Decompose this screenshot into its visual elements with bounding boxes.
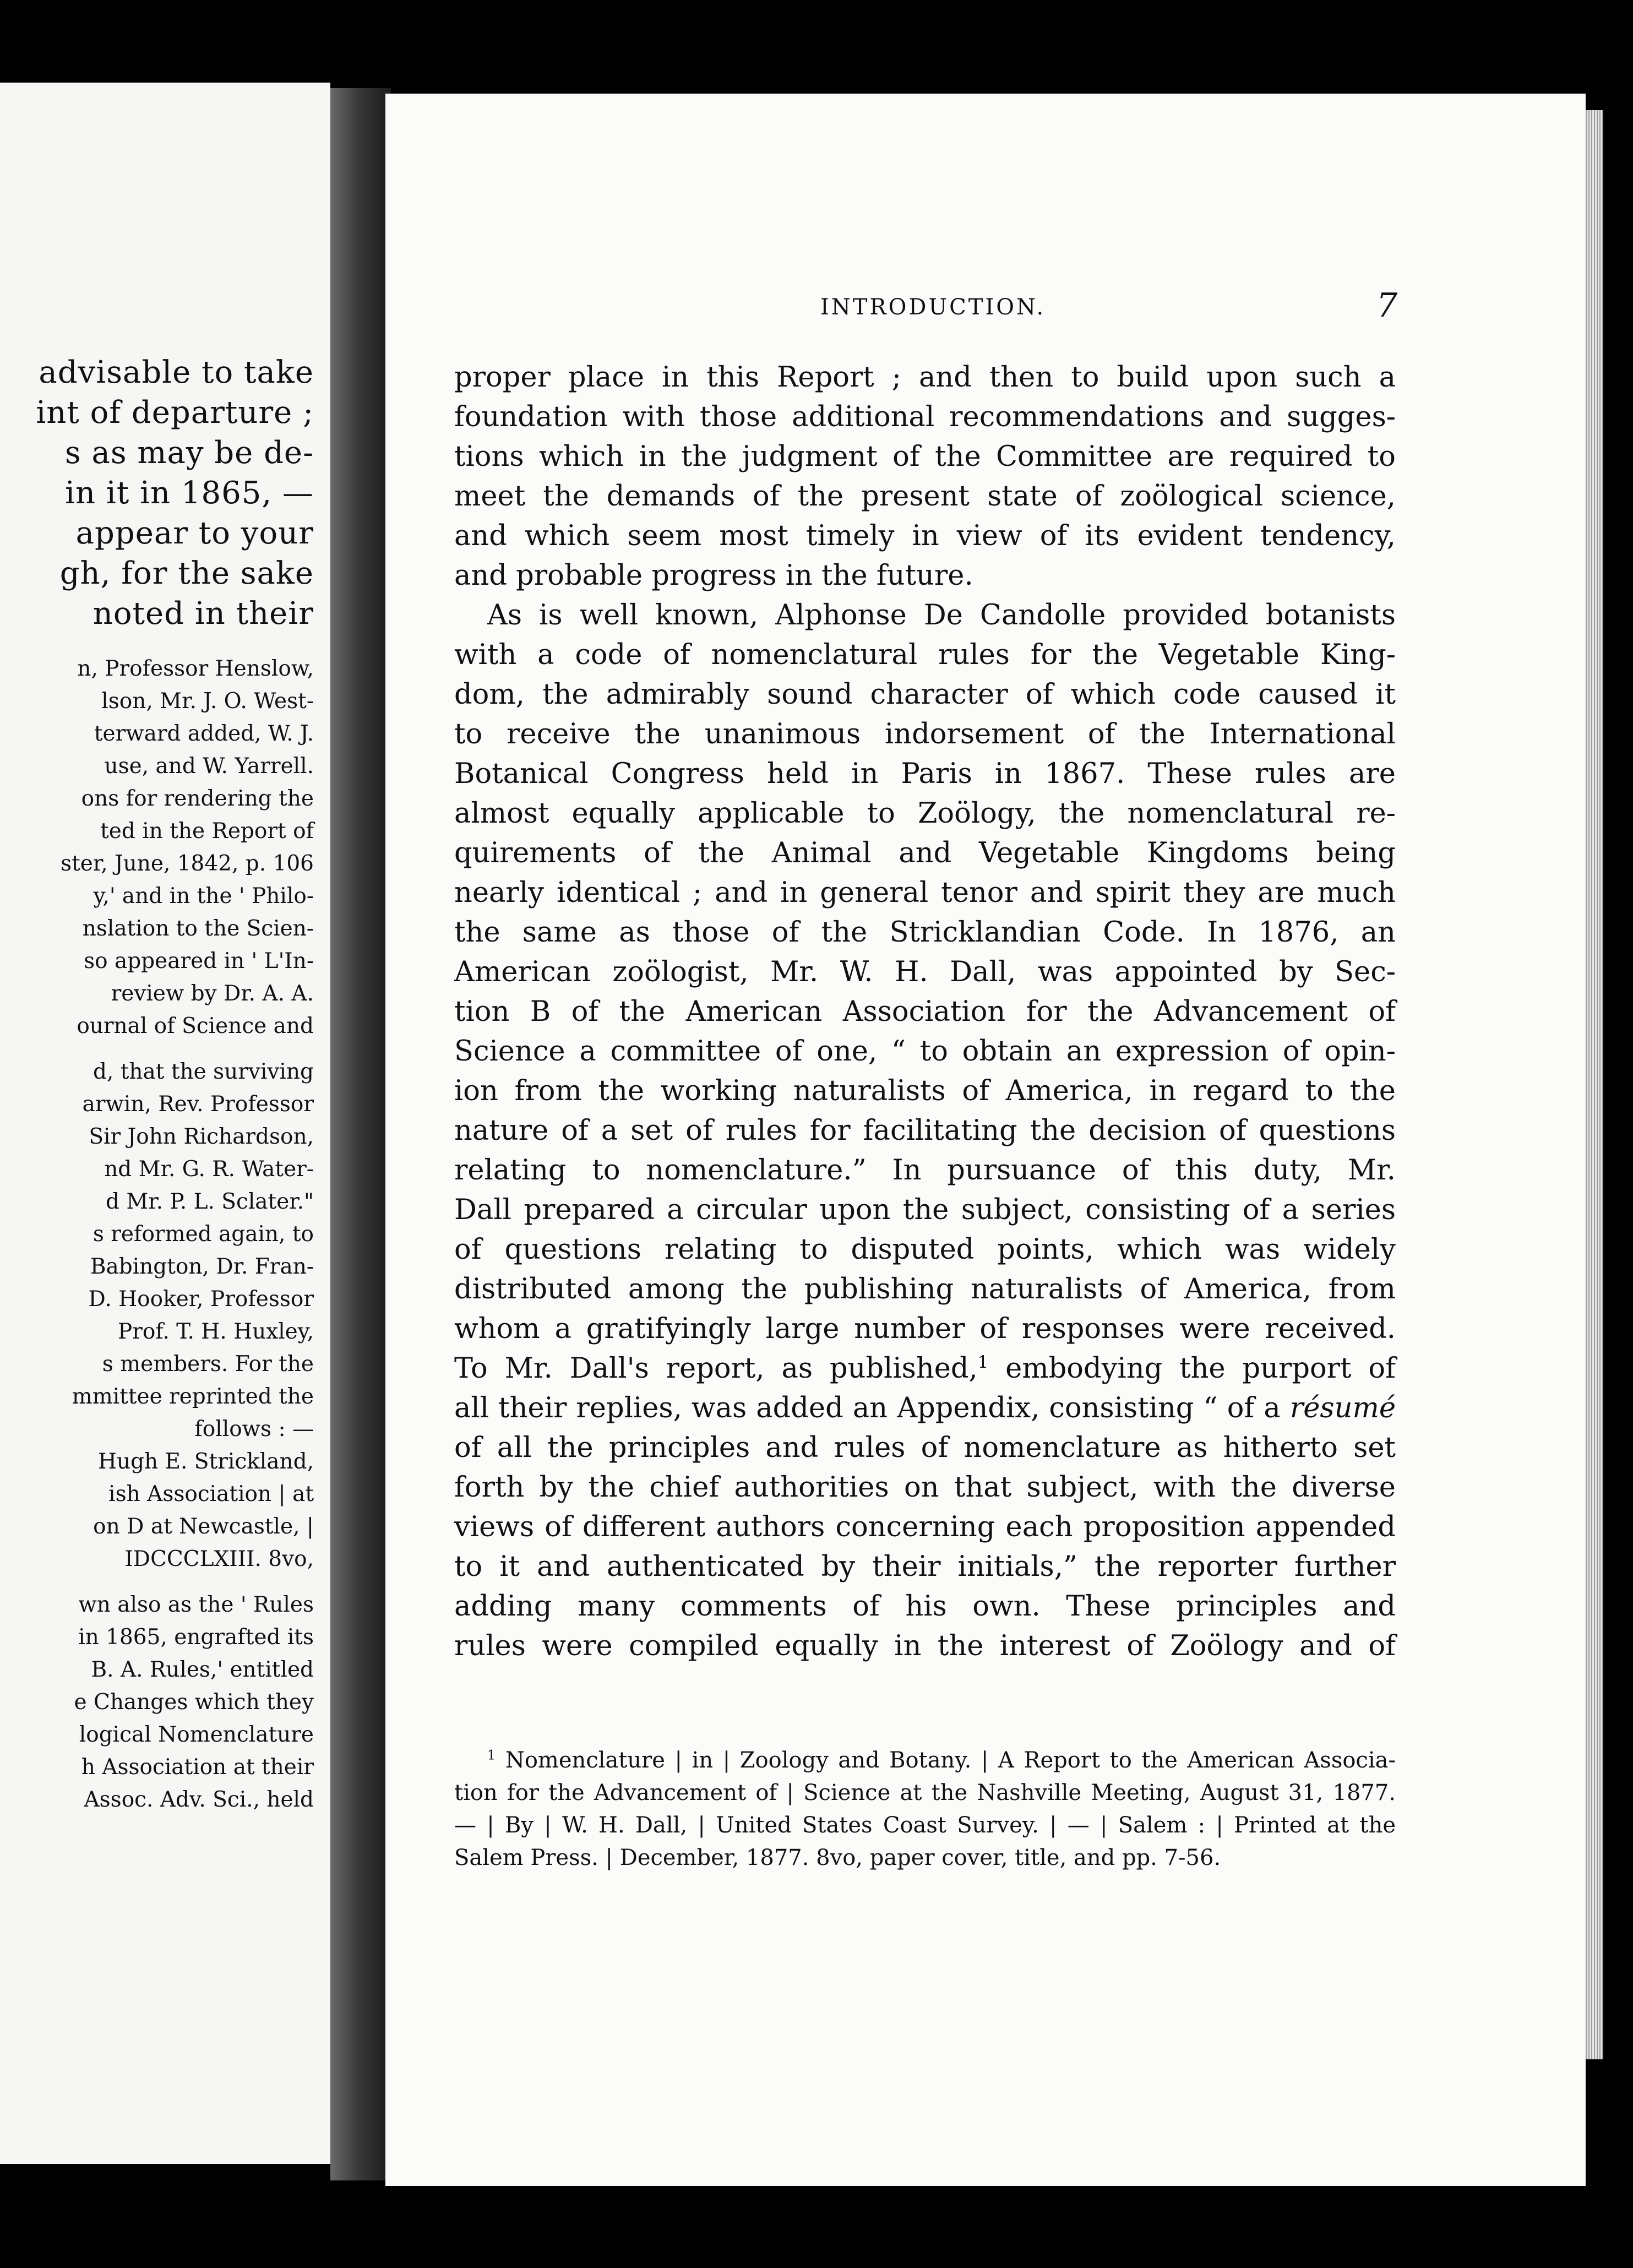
facing-footnote-line: on D at Newcastle, | <box>93 1514 314 1539</box>
text-line: As is well known, Alphonse De Candolle provided botanists <box>487 599 1396 632</box>
text-line <box>454 1349 1396 1389</box>
text-fragment: embodying the purport of <box>988 1352 1396 1385</box>
facing-main-line: noted in their <box>92 596 314 632</box>
facing-footnote-line: mmittee reprinted the <box>72 1384 314 1409</box>
facing-footnote-line: Babington, Dr. Fran- <box>90 1254 314 1279</box>
facing-footnote-line: B. A. Rules,' entitled <box>91 1657 314 1682</box>
body-text <box>454 358 1396 1666</box>
footnote-line: — | By | W. H. Dall, | United States Coast Survey. | — | Salem : | Printed at the <box>454 1813 1396 1838</box>
footnote-line <box>454 1744 1396 1777</box>
facing-footnote-line: n, Professor Henslow, <box>77 656 314 681</box>
facing-footnote-line: s reformed again, to <box>92 1222 314 1247</box>
facing-main-line: gh, for the sake <box>59 556 314 591</box>
facing-main-line: s as may be de- <box>64 435 314 471</box>
facing-footnote-line: ster, June, 1842, p. 106 <box>61 851 314 876</box>
facing-page <box>0 83 330 2164</box>
text-line: with a code of nomenclatural rules for the Vegetable King- <box>454 639 1396 671</box>
footnote-marker: 1 <box>487 1747 496 1763</box>
facing-footnote-gap <box>0 1575 314 1589</box>
facing-footnote-line: lson, Mr. J. O. West- <box>101 689 314 714</box>
facing-footnote-line: so appeared in ' L'In- <box>84 949 314 973</box>
text-line: dom, the admirably sound character of which code caused it <box>454 678 1396 711</box>
facing-main-line: int of departure ; <box>36 395 314 431</box>
facing-footnote-line: Hugh E. Strickland, <box>97 1449 314 1474</box>
text-line: adding many comments of his own. These principles and <box>454 1590 1396 1623</box>
italic-term: résumé <box>1289 1392 1396 1424</box>
facing-page-footnotes <box>0 652 314 1816</box>
facing-footnote-line: Sir John Richardson, <box>89 1124 314 1149</box>
facing-footnote-line: in 1865, engrafted its <box>78 1625 314 1650</box>
text-line: Dall prepared a circular upon the subject, consisting of a series <box>454 1194 1396 1226</box>
facing-footnote-line: wn also as the ' Rules <box>78 1592 314 1617</box>
text-fragment: all their replies, was added an Appendix, consisting “ of a <box>454 1392 1290 1424</box>
text-line: views of different authors concerning each proposition appended <box>454 1511 1396 1543</box>
text-line: American zoölogist, Mr. W. H. Dall, was appointed by Sec- <box>454 956 1396 988</box>
text-line: nearly identical ; and in general tenor and spirit they are much <box>454 877 1396 909</box>
text-line: of all the principles and rules of nomenclature as hitherto set <box>454 1432 1396 1464</box>
footnote-line: tion for the Advancement of | Science at the Nashville Meeting, August 31, 1877. <box>454 1780 1396 1805</box>
text-line: almost equally applicable to Zoölogy, the nomenclatural re- <box>454 797 1396 830</box>
facing-footnote-line: s members. For the <box>102 1352 314 1377</box>
text-fragment: To Mr. Dall's report, as published, <box>454 1352 978 1385</box>
text-line: proper place in this Report ; and then to build upon such a <box>454 361 1396 394</box>
text-line: nature of a set of rules for facilitating the decision of questions <box>454 1114 1396 1147</box>
book-gutter-shadow <box>330 88 391 2180</box>
facing-footnote-line: ons for rendering the <box>81 786 314 811</box>
text-line: relating to nomenclature.” In pursuance of this duty, Mr. <box>454 1154 1396 1187</box>
text-line: forth by the chief authorities on that subject, with the diverse <box>454 1471 1396 1504</box>
facing-footnote-line: follows : — <box>194 1417 314 1442</box>
facing-footnote-line: D. Hooker, Professor <box>88 1287 314 1312</box>
running-head: INTRODUCTION. <box>820 295 1046 320</box>
facing-main-line: appear to your <box>75 515 314 551</box>
facing-footnote-line: logical Nomenclature <box>79 1722 314 1747</box>
facing-footnote-line: ournal of Science and <box>77 1014 314 1038</box>
facing-footnote-gap <box>0 1042 314 1056</box>
text-line: to it and authenticated by their initials,” the reporter further <box>454 1551 1396 1583</box>
text-line: and which seem most timely in view of its evident tendency, <box>454 520 1396 552</box>
text-line: Science a committee of one, “ to obtain an expression of opin- <box>454 1035 1396 1068</box>
facing-main-line: in it in 1865, — <box>65 475 314 511</box>
facing-footnote-line: e Changes which they <box>74 1690 314 1715</box>
facing-footnote-line: d Mr. P. L. Sclater." <box>105 1189 314 1214</box>
facing-footnote-line: Prof. T. H. Huxley, <box>117 1319 314 1344</box>
facing-page-text <box>0 352 314 1816</box>
text-line: foundation with those additional recommendations and sugges- <box>454 401 1396 433</box>
facing-footnote-line: review by Dr. A. A. <box>111 981 314 1006</box>
facing-page-main-text <box>0 352 314 634</box>
text-line: tions which in the judgment of the Committee are required to <box>454 440 1396 473</box>
facing-footnote-line: Assoc. Adv. Sci., held <box>84 1787 314 1812</box>
text-line <box>454 1389 1396 1428</box>
facing-footnote-line: terward added, W. J. <box>94 721 314 746</box>
text-line: rules were compiled equally in the interest of Zoölogy and of <box>454 1630 1396 1662</box>
facing-footnote-line: d, that the surviving <box>92 1059 314 1084</box>
text-line: distributed among the publishing naturalists of America, from <box>454 1273 1396 1306</box>
footnote-text: Nomenclature | in | Zoology and Botany. | A Report to the American Associa- <box>496 1748 1396 1773</box>
facing-footnote-line: nd Mr. G. R. Water- <box>104 1157 314 1182</box>
facing-footnote-line: use, and W. Yarrell. <box>104 754 314 779</box>
text-line: meet the demands of the present state of zoölogical science, <box>454 480 1396 513</box>
footnote <box>454 1744 1396 1874</box>
facing-footnote-line: y,' and in the ' Philo- <box>93 884 314 909</box>
text-line: tion B of the American Association for the Advancement of <box>454 996 1396 1028</box>
text-line: of questions relating to disputed points, which was widely <box>454 1233 1396 1266</box>
main-page <box>385 94 1586 2186</box>
text-line: the same as those of the Stricklandian Code. In 1876, an <box>454 916 1396 949</box>
facing-main-line: advisable to take <box>39 355 314 390</box>
facing-footnote-line: h Association at their <box>81 1755 314 1780</box>
text-line: ion from the working naturalists of America, in regard to the <box>454 1075 1396 1107</box>
footnote-reference: 1 <box>977 1353 989 1372</box>
facing-footnote-line: arwin, Rev. Professor <box>82 1092 314 1117</box>
facing-footnote-line: nslation to the Scien- <box>82 916 314 941</box>
text-line: to receive the unanimous indorsement of the International <box>454 718 1396 750</box>
text-line: and probable progress in the future. <box>454 559 973 592</box>
facing-footnote-line: IDCCCLXIII. 8vo, <box>124 1547 314 1571</box>
facing-footnote-line: ted in the Report of <box>100 819 314 844</box>
text-line: quirements of the Animal and Vegetable Kingdoms being <box>454 837 1396 869</box>
footnote-line: Salem Press. | December, 1877. 8vo, paper cover, title, and pp. 7-56. <box>454 1845 1221 1870</box>
text-line: Botanical Congress held in Paris in 1867. These rules are <box>454 758 1396 790</box>
text-line: whom a gratifyingly large number of responses were received. <box>454 1313 1396 1345</box>
page-number: 7 <box>1376 286 1398 325</box>
facing-footnote-line: ish Association | at <box>108 1482 314 1506</box>
